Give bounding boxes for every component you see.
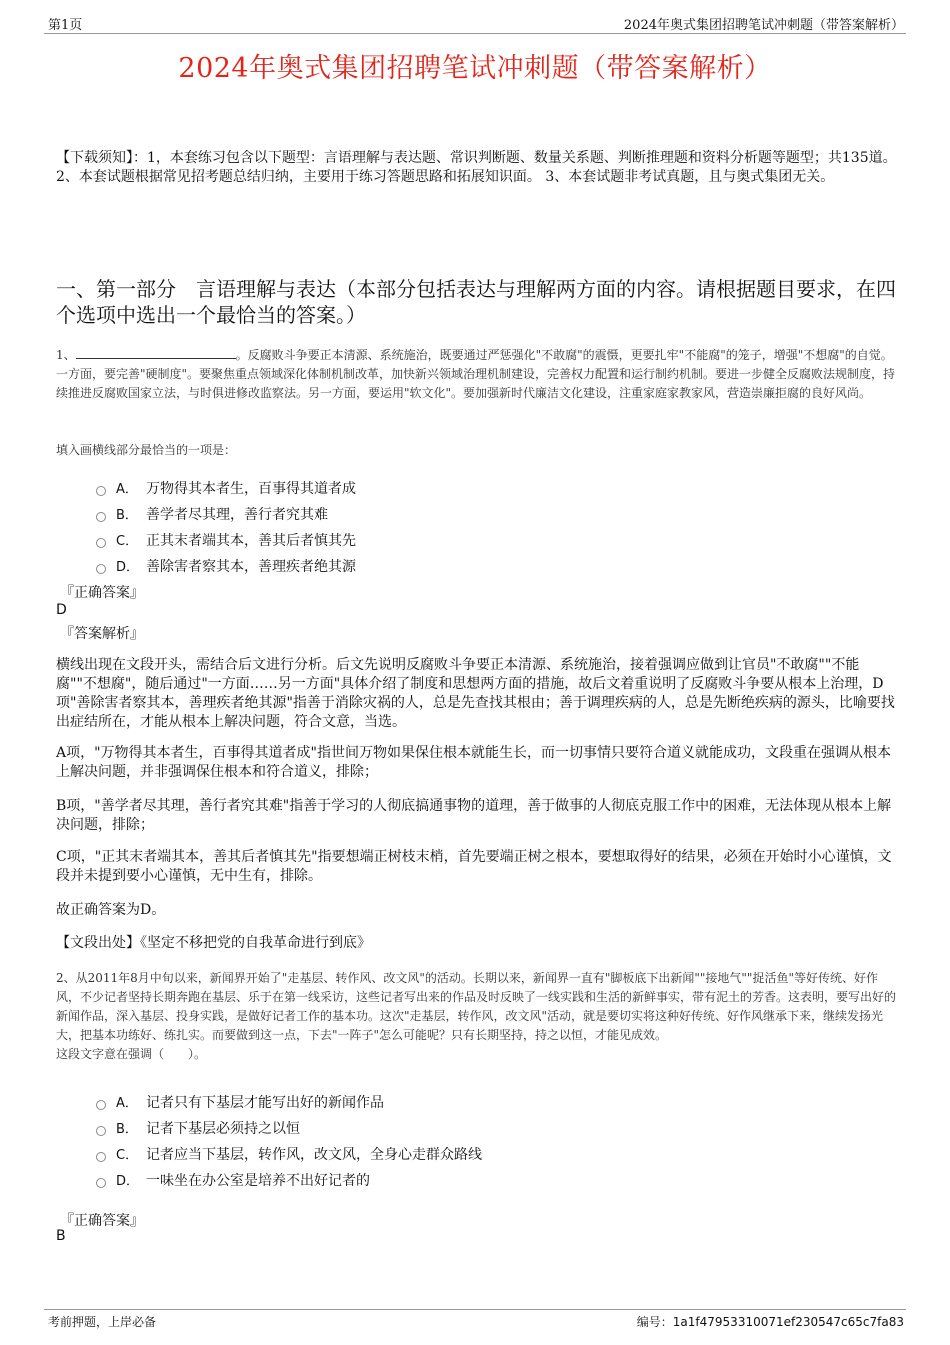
footer-code	[637, 1313, 904, 1330]
radio-icon[interactable]	[96, 486, 106, 496]
radio-icon[interactable]	[96, 1178, 106, 1188]
option-letter: A．	[116, 1096, 138, 1111]
option-letter: C．	[116, 534, 139, 549]
analysis-paragraph: 横线出现在文段开头，需结合后文进行分析。后文先说明反腐败斗争要正本清源、系统施治，接着强调应做到让官员"不敢腐""不能腐""不想腐"，随后通过"一方面……另一方面"具体介绍了制度和思想两方面的措施，故后文着重说明了反腐败斗争要从根本上治理，D项"善除害者察其本，善理疾者绝其源"指善于消除灾祸的人，总是先查找其根由；善于调理疾病的人，总是先断绝疾病的源头，比喻要找出症结所在，才能从根本上解决问题，符合文意，当选。	[56, 657, 895, 730]
radio-icon[interactable]	[96, 538, 106, 548]
option-b[interactable]	[96, 1118, 300, 1138]
option-c[interactable]	[96, 1144, 482, 1164]
option-a[interactable]	[96, 478, 356, 498]
download-notice: 【下载须知】：1，本套练习包含以下题型：言语理解与表达题、常识判断题、数量关系题、判断推理题和资料分析题等题型；共135道。 2、本套试题根据常见招考题总结归纳，主要用于练习答题思路和拓展知识面。 3、本套试题非考试真题，且与奥式集团无关。	[56, 150, 897, 185]
radio-icon[interactable]	[96, 564, 106, 574]
option-text: 记者应当下基层，转作风，改文风，全身心走群众路线	[146, 1147, 482, 1163]
question-2	[56, 969, 898, 1064]
answer-value: D	[56, 602, 67, 618]
analysis-paragraph: B项，"善学者尽其理，善行者究其难"指善于学习的人彻底搞通事物的道理，善于做事的人彻底克服工作中的困难，无法体现从根本上解决问题，排除；	[56, 798, 892, 833]
section-heading: 一、第一部分 言语理解与表达（本部分包括表达与理解两方面的内容。请根据题目要求，在四个选项中选出一个最恰当的答案。）	[56, 277, 896, 327]
option-text: 记者下基层必须持之以恒	[146, 1121, 300, 1137]
option-a[interactable]	[96, 1092, 384, 1112]
question-prompt: 这段文字意在强调（ ）。	[56, 1047, 207, 1061]
page-title: 2024年奥式集团招聘笔试冲刺题（带答案解析）	[178, 53, 772, 84]
footer-divider	[44, 1309, 906, 1310]
analysis-paragraph: A项，"万物得其本者生，百事得其道者成"指世间万物如果保住根本就能生长，而一切事情只要符合道义就能成功，文段重在强调从根本上解决问题，并非强调保住根本和符合道义，排除；	[56, 745, 891, 780]
analysis-paragraph: C项，"正其末者端其本，善其后者慎其先"指要想端正树枝末梢，首先要端正树之根本，要想取得好的结果，必须在开始时小心谨慎，文段并未提到要小心谨慎，无中生有，排除。	[56, 849, 892, 884]
option-b[interactable]	[96, 504, 328, 524]
question-text: 2、从2011年8月中旬以来，新闻界开始了"走基层、转作风、改文风"的活动。长期以来，新闻界一直有"脚板底下出新闻""接地气""捉活鱼"等好传统、好作风，不少记者坚持长期奔跑在基层、乐于在第一线采访，这些记者写出来的作品及时反映了一线实践和生活的新鲜事实，带有泥土的芳香。这表明，要写出好的新闻作品，深入基层、投身实践，是做好记者工作的基本功。这次"走基层，转作风，改文风"活动，就是要切实将这种好传统、好作风继承下来，继续发扬光大，把基本功练好、练扎实。而要做到这一点，下去"一阵子"怎么可能呢？只有长期坚持，持之以恒，才能见成效。	[56, 971, 897, 1042]
option-text: 一味坐在办公室是培养不出好记者的	[146, 1173, 370, 1189]
option-text: 善除害者察其本，善理疾者绝其源	[146, 559, 356, 575]
source-citation: 【文段出处】《坚定不移把党的自我革命进行到底》	[56, 935, 371, 951]
option-d[interactable]	[96, 1170, 370, 1190]
question-text: 。反腐败斗争要正本清源、系统施治，既要通过严惩强化"不敢腐"的震慑，更要扎牢"不能腐"的笼子，增强"不想腐"的自觉。一方面，要完善"硬制度"。要聚焦重点领域深化体制机制改革，加快新兴领域治理机制建设，完善权力配置和运行制约机制。要进一步健全反腐败法规制度，持续推进反腐败国家立法，与时俱进修改监察法。另一方面，要运用"软文化"。要加强新时代廉洁文化建设，注重家庭家教家风，营造崇廉拒腐的良好风尚。	[56, 348, 896, 400]
radio-icon[interactable]	[96, 1152, 106, 1162]
question-number: 1、	[56, 348, 76, 362]
footer-slogan: 考前押题，上岸必备	[48, 1315, 157, 1329]
answer-label: 『正确答案』	[60, 585, 144, 601]
question-1	[56, 346, 898, 403]
fill-blank	[76, 346, 236, 359]
option-letter: D．	[116, 560, 140, 575]
radio-icon[interactable]	[96, 1126, 106, 1136]
option-text: 善学者尽其理，善行者究其难	[146, 507, 328, 523]
running-title: 2024年奥式集团招聘笔试冲刺题（带答案解析）	[623, 18, 904, 33]
option-letter: C．	[116, 1148, 139, 1163]
option-text: 记者只有下基层才能写出好的新闻作品	[146, 1095, 384, 1111]
code-label: 编号：	[636, 1315, 673, 1329]
option-letter: B．	[116, 508, 138, 523]
option-c[interactable]	[96, 530, 356, 550]
header-divider	[44, 33, 906, 34]
answer-value: B	[56, 1228, 66, 1244]
analysis-label: 『答案解析』	[60, 626, 144, 642]
option-letter: A．	[116, 482, 138, 497]
code-value: 1a1f47953310071ef230547c65c7fa83	[672, 1315, 904, 1329]
option-text: 万物得其本者生，百事得其道者成	[146, 481, 356, 497]
question-prompt: 填入画横线部分最恰当的一项是：	[56, 443, 237, 457]
radio-icon[interactable]	[96, 512, 106, 522]
option-d[interactable]	[96, 556, 356, 576]
page-number: 第1页	[48, 18, 83, 33]
radio-icon[interactable]	[96, 1100, 106, 1110]
option-letter: D．	[116, 1174, 140, 1189]
option-text: 正其末者端其本，善其后者慎其先	[146, 533, 356, 549]
analysis-conclusion: 故正确答案为D。	[56, 902, 166, 918]
option-letter: B．	[116, 1122, 138, 1137]
answer-label: 『正确答案』	[60, 1213, 144, 1229]
